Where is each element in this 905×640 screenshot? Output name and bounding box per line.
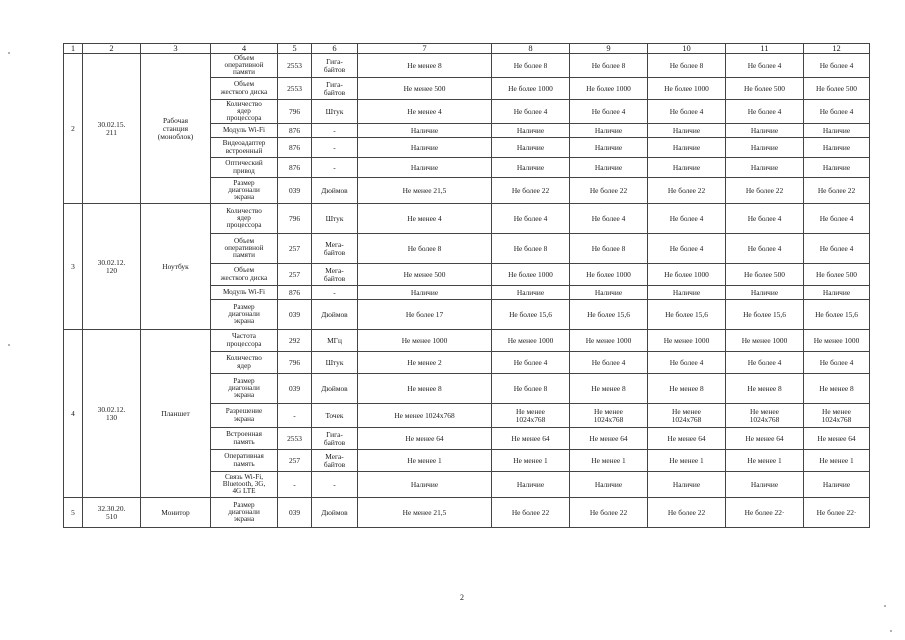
value-cell: Наличие <box>726 138 804 158</box>
parameter-name-cell: Связь Wi-Fi, Bluetooth, 3G, 4G LTE <box>211 472 278 498</box>
value-cell: Не более 4 <box>726 234 804 264</box>
value-cell: Не менее 64 <box>570 428 648 450</box>
value-cell: Не более 1000 <box>648 264 726 286</box>
unit-cell: - <box>312 138 358 158</box>
value-cell: Наличие <box>570 138 648 158</box>
value-cell: Не более 4 <box>804 54 870 78</box>
parameter-name-cell: Количество ядер процессора <box>211 204 278 234</box>
value-cell: Наличие <box>570 286 648 300</box>
requirement-cell: Не менее 2 <box>358 352 492 374</box>
okpd-code-cell: 30.02.15. 211 <box>83 54 141 204</box>
okei-code-cell: 876 <box>278 286 312 300</box>
value-cell: Не более 22 <box>648 498 726 528</box>
unit-cell: Мега- байтов <box>312 234 358 264</box>
value-cell: Не менее 8 <box>804 374 870 404</box>
column-number-cell: 5 <box>278 44 312 54</box>
column-number-cell: 6 <box>312 44 358 54</box>
unit-cell: Точек <box>312 404 358 428</box>
column-number-cell: 9 <box>570 44 648 54</box>
value-cell: Не более 1000 <box>570 78 648 100</box>
value-cell: Не менее 8 <box>570 374 648 404</box>
parameter-name-cell: Оптический привод <box>211 158 278 178</box>
column-number-cell: 1 <box>64 44 83 54</box>
value-cell: Наличие <box>648 472 726 498</box>
value-cell: Не более 22 <box>492 498 570 528</box>
okpd-code-cell: 32.30.20. 510 <box>83 498 141 528</box>
column-number-cell: 7 <box>358 44 492 54</box>
value-cell: Не более 500 <box>804 264 870 286</box>
value-cell: Не более 4 <box>726 100 804 124</box>
product-name-cell: Планшет <box>141 330 211 498</box>
unit-cell: - <box>312 124 358 138</box>
table-row <box>64 498 870 528</box>
okei-code-cell: - <box>278 472 312 498</box>
value-cell: Не более 22· <box>726 498 804 528</box>
value-cell: Не менее 1000 <box>648 330 726 352</box>
parameter-name-cell: Модуль Wi-Fi <box>211 286 278 300</box>
parameter-name-cell: Размер диагонали экрана <box>211 498 278 528</box>
value-cell: Не более 22 <box>570 498 648 528</box>
requirement-cell: Не менее 1 <box>358 450 492 472</box>
requirement-cell: Не менее 4 <box>358 204 492 234</box>
requirement-cell: Не более 17 <box>358 300 492 330</box>
value-cell: Наличие <box>570 472 648 498</box>
parameter-name-cell: Встроенная память <box>211 428 278 450</box>
okei-code-cell: - <box>278 404 312 428</box>
value-cell: Не менее 1000 <box>570 330 648 352</box>
value-cell: Не более 15,6 <box>492 300 570 330</box>
value-cell: Наличие <box>570 124 648 138</box>
unit-cell: - <box>312 158 358 178</box>
requirement-cell: Наличие <box>358 124 492 138</box>
okei-code-cell: 039 <box>278 374 312 404</box>
okpd-code-cell: 30.02.12. 120 <box>83 204 141 330</box>
okei-code-cell: 876 <box>278 158 312 178</box>
requirement-cell: Не менее 1024x768 <box>358 404 492 428</box>
requirement-cell: Не менее 64 <box>358 428 492 450</box>
okei-code-cell: 039 <box>278 178 312 204</box>
value-cell: Не менее 64 <box>726 428 804 450</box>
requirement-cell: Наличие <box>358 138 492 158</box>
okei-code-cell: 876 <box>278 138 312 158</box>
value-cell: Не менее 1000 <box>804 330 870 352</box>
value-cell: Не более 4 <box>570 100 648 124</box>
value-cell: Не более 8 <box>648 54 726 78</box>
parameter-name-cell: Разрешение экрана <box>211 404 278 428</box>
value-cell: Не более 8 <box>570 234 648 264</box>
parameter-name-cell: Объем жесткого диска <box>211 78 278 100</box>
group-number-cell: 5 <box>64 498 83 528</box>
value-cell: Не более 22 <box>648 178 726 204</box>
unit-cell: Штук <box>312 352 358 374</box>
parameter-name-cell: Количество ядер <box>211 352 278 374</box>
value-cell: Не более 15,6 <box>804 300 870 330</box>
parameter-name-cell: Размер диагонали экрана <box>211 300 278 330</box>
value-cell: Не более 22 <box>492 178 570 204</box>
column-number-cell: 10 <box>648 44 726 54</box>
value-cell: Наличие <box>804 472 870 498</box>
group-number-cell: 2 <box>64 54 83 204</box>
value-cell: Не более 1000 <box>492 78 570 100</box>
unit-cell: - <box>312 472 358 498</box>
requirement-cell: Не менее 500 <box>358 78 492 100</box>
value-cell: Не более 4 <box>648 100 726 124</box>
value-cell: Не более 4 <box>648 234 726 264</box>
table-row <box>64 54 870 78</box>
value-cell: Не более 8 <box>492 234 570 264</box>
scan-dot <box>8 52 10 54</box>
unit-cell: Дюймов <box>312 498 358 528</box>
product-name-cell: Ноутбук <box>141 204 211 330</box>
value-cell: Не менее 64 <box>492 428 570 450</box>
specification-table <box>63 43 870 528</box>
value-cell: Наличие <box>804 158 870 178</box>
scan-dot <box>890 630 892 632</box>
value-cell: Не более 22 <box>804 178 870 204</box>
unit-cell: Дюймов <box>312 300 358 330</box>
scan-dot <box>8 344 10 346</box>
value-cell: Не более 15,6 <box>726 300 804 330</box>
header-row <box>64 44 870 54</box>
value-cell: Не более 4 <box>492 100 570 124</box>
parameter-name-cell: Объем жесткого диска <box>211 264 278 286</box>
okei-code-cell: 039 <box>278 498 312 528</box>
okei-code-cell: 257 <box>278 264 312 286</box>
value-cell: Наличие <box>492 124 570 138</box>
column-number-cell: 4 <box>211 44 278 54</box>
value-cell: Не менее 1 <box>492 450 570 472</box>
unit-cell: МГц <box>312 330 358 352</box>
okei-code-cell: 796 <box>278 100 312 124</box>
column-number-cell: 8 <box>492 44 570 54</box>
document-table-container <box>63 43 870 528</box>
value-cell: Не более 4 <box>726 54 804 78</box>
value-cell: Наличие <box>726 472 804 498</box>
value-cell: Наличие <box>492 472 570 498</box>
value-cell: Не более 500 <box>726 78 804 100</box>
value-cell: Наличие <box>726 158 804 178</box>
requirement-cell: Наличие <box>358 472 492 498</box>
value-cell: Не более 4 <box>804 234 870 264</box>
scan-dot <box>884 605 886 607</box>
value-cell: Наличие <box>726 286 804 300</box>
value-cell: Не более 15,6 <box>570 300 648 330</box>
value-cell: Наличие <box>648 158 726 178</box>
requirement-cell: Наличие <box>358 286 492 300</box>
value-cell: Не более 4 <box>804 100 870 124</box>
value-cell: Не более 1000 <box>492 264 570 286</box>
product-name-cell: Рабочая станция (моноблок) <box>141 54 211 204</box>
requirement-cell: Не менее 8 <box>358 54 492 78</box>
table-row <box>64 204 870 234</box>
value-cell: Наличие <box>648 286 726 300</box>
requirement-cell: Не менее 4 <box>358 100 492 124</box>
parameter-name-cell: Модуль Wi-Fi <box>211 124 278 138</box>
unit-cell: Мега- байтов <box>312 264 358 286</box>
value-cell: Наличие <box>804 124 870 138</box>
value-cell: Не более 8 <box>492 54 570 78</box>
value-cell: Наличие <box>648 124 726 138</box>
requirement-cell: Не более 8 <box>358 234 492 264</box>
value-cell: Не более 500 <box>804 78 870 100</box>
column-number-cell: 2 <box>83 44 141 54</box>
value-cell: Не более 8 <box>570 54 648 78</box>
value-cell: Не менее 1024x768 <box>492 404 570 428</box>
value-cell: Не менее 64 <box>648 428 726 450</box>
parameter-name-cell: Размер диагонали экрана <box>211 374 278 404</box>
requirement-cell: Не менее 8 <box>358 374 492 404</box>
value-cell: Не менее 1024x768 <box>726 404 804 428</box>
value-cell: Наличие <box>804 138 870 158</box>
okei-code-cell: 876 <box>278 124 312 138</box>
okei-code-cell: 039 <box>278 300 312 330</box>
group-number-cell: 3 <box>64 204 83 330</box>
requirement-cell: Не менее 500 <box>358 264 492 286</box>
value-cell: Не более 4 <box>492 204 570 234</box>
okpd-code-cell: 30.02.12. 130 <box>83 330 141 498</box>
value-cell: Не более 22 <box>570 178 648 204</box>
value-cell: Наличие <box>492 158 570 178</box>
value-cell: Не менее 1024x768 <box>570 404 648 428</box>
requirement-cell: Не менее 1000 <box>358 330 492 352</box>
unit-cell: Дюймов <box>312 178 358 204</box>
unit-cell: Гига- байтов <box>312 428 358 450</box>
value-cell: Не менее 1024x768 <box>804 404 870 428</box>
okei-code-cell: 796 <box>278 204 312 234</box>
table-row <box>64 330 870 352</box>
value-cell: Не более 22 <box>726 178 804 204</box>
value-cell: Не менее 1000 <box>492 330 570 352</box>
unit-cell: Гига- байтов <box>312 54 358 78</box>
column-number-cell: 12 <box>804 44 870 54</box>
value-cell: Не более 22· <box>804 498 870 528</box>
okei-code-cell: 257 <box>278 234 312 264</box>
value-cell: Не менее 1 <box>726 450 804 472</box>
value-cell: Наличие <box>648 138 726 158</box>
column-number-cell: 3 <box>141 44 211 54</box>
value-cell: Не менее 1024x768 <box>648 404 726 428</box>
value-cell: Наличие <box>570 158 648 178</box>
value-cell: Не более 1000 <box>648 78 726 100</box>
value-cell: Наличие <box>804 286 870 300</box>
value-cell: Наличие <box>492 286 570 300</box>
value-cell: Не менее 8 <box>648 374 726 404</box>
requirement-cell: Не менее 21,5 <box>358 178 492 204</box>
value-cell: Наличие <box>492 138 570 158</box>
value-cell: Не более 4 <box>492 352 570 374</box>
value-cell: Не более 4 <box>804 204 870 234</box>
okei-code-cell: 292 <box>278 330 312 352</box>
requirement-cell: Не менее 21,5 <box>358 498 492 528</box>
value-cell: Не более 4 <box>648 204 726 234</box>
column-number-cell: 11 <box>726 44 804 54</box>
value-cell: Не более 4 <box>726 352 804 374</box>
requirement-cell: Наличие <box>358 158 492 178</box>
value-cell: Не более 1000 <box>570 264 648 286</box>
unit-cell: Штук <box>312 204 358 234</box>
value-cell: Не менее 1 <box>648 450 726 472</box>
unit-cell: Гига- байтов <box>312 78 358 100</box>
value-cell: Не более 4 <box>726 204 804 234</box>
unit-cell: Дюймов <box>312 374 358 404</box>
value-cell: Не менее 1 <box>804 450 870 472</box>
value-cell: Не менее 1 <box>570 450 648 472</box>
value-cell: Не более 4 <box>804 352 870 374</box>
unit-cell: Мега- байтов <box>312 450 358 472</box>
parameter-name-cell: Оперативная память <box>211 450 278 472</box>
value-cell: Не более 4 <box>570 204 648 234</box>
value-cell: Не менее 8 <box>726 374 804 404</box>
value-cell: Не менее 64 <box>804 428 870 450</box>
product-name-cell: Монитор <box>141 498 211 528</box>
page-number: 2 <box>460 593 464 602</box>
parameter-name-cell: Количество ядер процессора <box>211 100 278 124</box>
value-cell: Не более 8 <box>492 374 570 404</box>
value-cell: Не менее 1000 <box>726 330 804 352</box>
okei-code-cell: 257 <box>278 450 312 472</box>
unit-cell: Штук <box>312 100 358 124</box>
value-cell: Не более 4 <box>648 352 726 374</box>
okei-code-cell: 2553 <box>278 78 312 100</box>
okei-code-cell: 2553 <box>278 428 312 450</box>
parameter-name-cell: Объем оперативной памяти <box>211 54 278 78</box>
parameter-name-cell: Частота процессора <box>211 330 278 352</box>
okei-code-cell: 2553 <box>278 54 312 78</box>
value-cell: Не более 4 <box>570 352 648 374</box>
okei-code-cell: 796 <box>278 352 312 374</box>
value-cell: Наличие <box>726 124 804 138</box>
parameter-name-cell: Видеоадаптер встроенный <box>211 138 278 158</box>
group-number-cell: 4 <box>64 330 83 498</box>
value-cell: Не более 500 <box>726 264 804 286</box>
parameter-name-cell: Объем оперативной памяти <box>211 234 278 264</box>
parameter-name-cell: Размер диагонали экрана <box>211 178 278 204</box>
unit-cell: - <box>312 286 358 300</box>
value-cell: Не более 15,6 <box>648 300 726 330</box>
